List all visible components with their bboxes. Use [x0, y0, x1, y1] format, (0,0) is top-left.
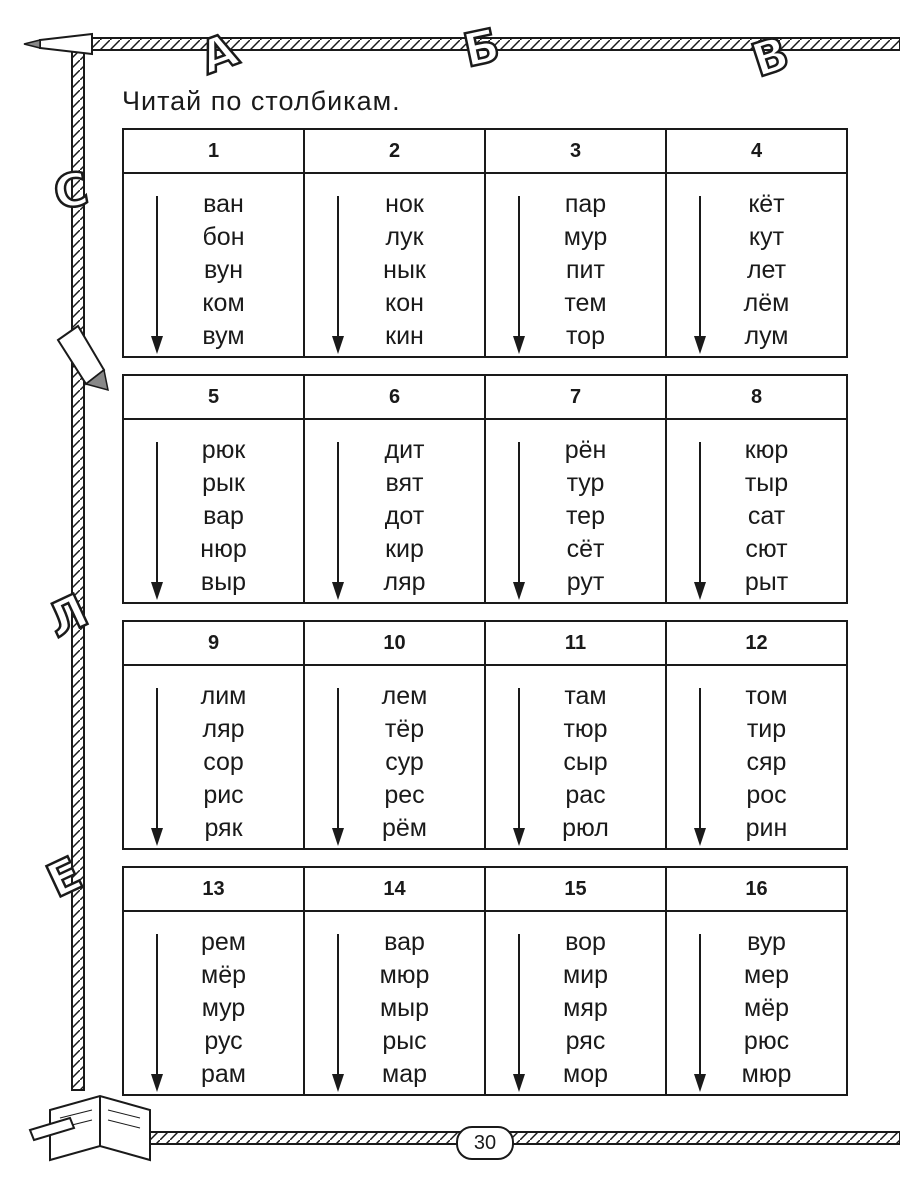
syllable-column	[124, 174, 305, 356]
syllable: мыр	[379, 994, 430, 1022]
syllable: ком	[202, 289, 245, 317]
syllable: лем	[381, 682, 428, 710]
syllable: лум	[744, 322, 789, 350]
syllable: сяр	[746, 748, 787, 776]
column-number: 13	[124, 868, 305, 910]
syllable: рус	[204, 1027, 243, 1055]
column-number: 7	[486, 376, 667, 418]
syllable: пит	[566, 256, 605, 284]
syllable-column	[124, 912, 305, 1094]
syllable: рыс	[382, 1027, 427, 1055]
column-number: 16	[745, 878, 768, 900]
letter-e-icon: Е	[38, 846, 90, 909]
syllable: кир	[385, 535, 424, 563]
syllable: сор	[203, 748, 244, 776]
syllable: ряс	[565, 1027, 606, 1055]
letter-v-icon: В	[745, 25, 796, 88]
syllable: рык	[202, 469, 245, 497]
syllable-column	[667, 420, 846, 602]
syllable-table	[122, 620, 848, 850]
syllable: дот	[384, 502, 425, 530]
syllable: вят	[385, 469, 424, 497]
syllable: тур	[566, 469, 605, 497]
syllable: тер	[566, 502, 605, 530]
syllable: мор	[563, 1060, 608, 1088]
syllable: рут	[566, 568, 605, 596]
syllable: рас	[565, 781, 606, 809]
syllable-column	[486, 666, 667, 848]
syllable: рюл	[562, 814, 609, 842]
syllable: рыт	[744, 568, 789, 596]
column-number: 5	[124, 376, 305, 418]
syllable: тор	[566, 322, 605, 350]
syllable: пар	[564, 190, 607, 218]
column-number: 2	[305, 130, 486, 172]
syllable: рюк	[201, 436, 246, 464]
syllable: тюр	[563, 715, 608, 743]
syllable: вур	[747, 928, 786, 956]
syllable: вум	[202, 322, 245, 350]
syllable-column	[667, 666, 846, 848]
syllable: лет	[746, 256, 787, 284]
syllable: кон	[385, 289, 424, 317]
syllable: тёр	[384, 715, 425, 743]
syllable-column	[486, 420, 667, 602]
column-number: 12	[745, 632, 768, 654]
letter-b-icon: Б	[458, 17, 505, 78]
syllable: мюр	[379, 961, 430, 989]
syllable: лим	[200, 682, 247, 710]
syllable: кюр	[744, 436, 789, 464]
syllable: рам	[201, 1060, 246, 1088]
syllable: мёр	[744, 994, 789, 1022]
syllable: рён	[564, 436, 607, 464]
syllable: сат	[747, 502, 786, 530]
syllable: сют	[745, 535, 788, 563]
syllable: рис	[203, 781, 244, 809]
table-header-row	[124, 622, 846, 666]
column-number: 6	[305, 376, 486, 418]
syllable: том	[745, 682, 788, 710]
syllable: кёт	[748, 190, 785, 218]
syllable-column	[305, 666, 486, 848]
syllable: рос	[746, 781, 787, 809]
open-book-icon	[30, 1096, 150, 1160]
syllable: рюс	[743, 1027, 790, 1055]
table-header-row	[124, 376, 846, 420]
syllable-table	[122, 128, 848, 358]
table-header-row	[124, 868, 846, 912]
syllable: тир	[746, 715, 787, 743]
syllable: вор	[565, 928, 606, 956]
syllable-column	[305, 420, 486, 602]
syllable: тем	[564, 289, 607, 317]
syllable: ляр	[202, 715, 245, 743]
syllable: вар	[384, 928, 425, 956]
syllable-column	[667, 174, 846, 356]
letter-s-icon: С	[49, 161, 93, 221]
syllable: кин	[385, 322, 424, 350]
syllable: нок	[385, 190, 424, 218]
syllable: рем	[201, 928, 246, 956]
syllable: рём	[382, 814, 427, 842]
syllable: ляр	[383, 568, 426, 596]
syllable: мер	[744, 961, 789, 989]
column-number: 4	[750, 140, 763, 162]
table-header-row	[124, 130, 846, 174]
syllable: нюр	[200, 535, 247, 563]
syllable: рес	[384, 781, 425, 809]
syllable-column	[667, 912, 846, 1094]
syllable: мур	[563, 223, 608, 251]
syllable: вун	[203, 256, 244, 284]
syllable-column	[305, 912, 486, 1094]
letter-a-icon: А	[192, 21, 245, 85]
page-number: 30	[456, 1126, 514, 1160]
syllable-column	[124, 420, 305, 602]
syllable-column	[486, 174, 667, 356]
syllable: мир	[562, 961, 609, 989]
instruction-text: Читай по столбикам.	[122, 86, 401, 116]
column-number: 3	[486, 130, 667, 172]
syllable: вар	[203, 502, 244, 530]
syllable: бон	[202, 223, 245, 251]
column-number: 9	[124, 622, 305, 664]
column-number: 10	[305, 622, 486, 664]
syllable: ван	[203, 190, 244, 218]
column-number: 1	[124, 130, 305, 172]
syllable-column	[124, 666, 305, 848]
syllable: сыр	[563, 748, 608, 776]
syllable-table	[122, 374, 848, 604]
column-number: 8	[750, 386, 763, 408]
syllable: лук	[385, 223, 424, 251]
syllable-table	[122, 866, 848, 1096]
syllable: кут	[748, 223, 785, 251]
pencil-icon	[58, 326, 108, 390]
column-number: 11	[486, 622, 667, 664]
syllable: сёт	[566, 535, 605, 563]
syllable: лём	[743, 289, 790, 317]
syllable: тыр	[744, 469, 789, 497]
pencil-icon	[24, 34, 92, 54]
column-number: 14	[305, 868, 486, 910]
column-number: 15	[486, 868, 667, 910]
syllable: ряк	[204, 814, 243, 842]
syllable: выр	[200, 568, 247, 596]
syllable: нык	[383, 256, 426, 284]
syllable: мяр	[563, 994, 608, 1022]
syllable: мар	[382, 1060, 427, 1088]
syllable: там	[564, 682, 607, 710]
syllable-column	[486, 912, 667, 1094]
letter-l-icon: Л	[38, 583, 96, 649]
syllable-column	[305, 174, 486, 356]
syllable: мёр	[201, 961, 246, 989]
syllable: мюр	[741, 1060, 792, 1088]
syllable: рин	[745, 814, 788, 842]
syllable: мур	[201, 994, 246, 1022]
syllable: дит	[384, 436, 425, 464]
syllable: сур	[385, 748, 424, 776]
